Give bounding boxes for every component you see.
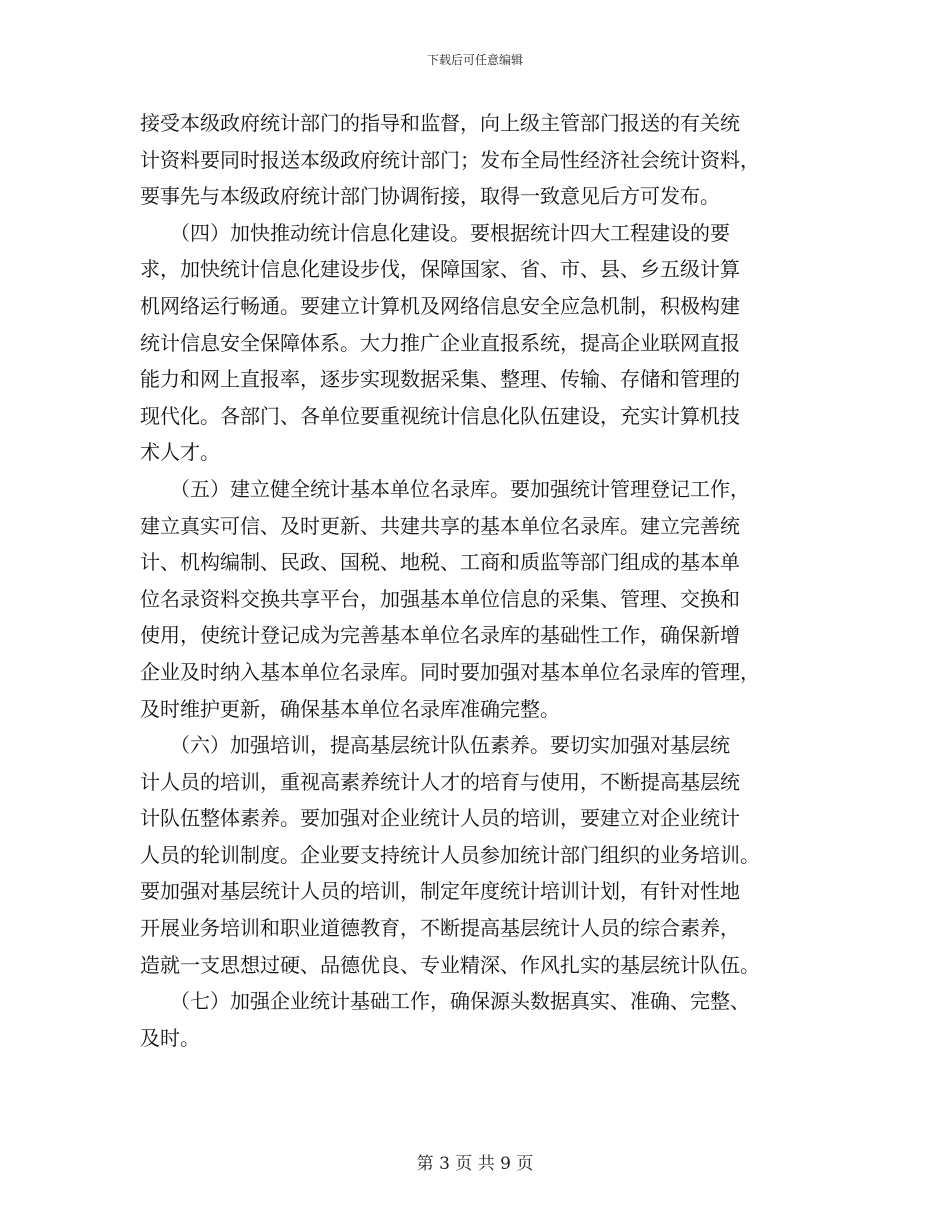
text-line: 接受本级政府统计部门的指导和监督，向上级主管部门报送的有关统 [140,111,740,135]
text-line: 造就一支思想过硬、品德优良、专业精深、作风扎实的基层统计队伍。 [140,952,760,977]
text-line: 使用，使统计登记成为完善基本单位名录库的基础性工作，确保新增 [140,623,740,648]
text-line: 及时维护更新，确保基本单位名录库准确完整。 [140,696,560,721]
section-heading-line: （六）加强培训，提高基层统计队伍素养。要切实加强对基层统 [140,733,730,758]
text-line: 企业及时纳入基本单位名录库。同时要加强对基本单位名录库的管理， [140,659,760,684]
text-line: 计、机构编制、民政、国税、地税、工商和质监等部门组成的基本单 [140,550,740,575]
text-line: 求，加快统计信息化建设步伐，保障国家、省、市、县、乡五级计算 [140,257,740,282]
section-heading-line: （五）建立健全统计基本单位名录库。要加强统计管理登记工作， [140,476,750,501]
page-header: 下载后可任意编辑 [426,53,523,67]
text-line: 开展业务培训和职业道德教育，不断提高基层统计人员的综合素养， [140,916,740,941]
text-line: 计人员的培训，重视高素养统计人才的培育与使用，不断提高基层统 [140,769,740,794]
text-line: 术人才。 [140,440,220,465]
text-line: 要事先与本级政府统计部门协调衔接，取得一致意见后方可发布。 [140,184,720,209]
text-line: 要加强对基层统计人员的培训，制定年度统计培训计划，有针对性地 [140,879,740,904]
text-line: 机网络运行畅通。要建立计算机及网络信息安全应急机制，积极构建 [140,293,740,318]
text-line: 统计信息安全保障体系。大力推广企业直报系统，提高企业联网直报 [140,330,740,355]
text-line: 能力和网上直报率，逐步实现数据采集、整理、传输、存储和管理的 [140,367,740,392]
text-line: 位名录资料交换共享平台，加强基本单位信息的采集、管理、交换和 [140,586,740,611]
page-number: 第 3 页 共 9 页 [416,1154,534,1174]
text-line: 计资料要同时报送本级政府统计部门；发布全局性经济社会统计资料， [140,147,760,172]
text-line: 建立真实可信、及时更新、共建共享的基本单位名录库。建立完善统 [140,513,740,538]
text-line: 及时。 [140,1025,200,1050]
text-line: 现代化。各部门、各单位要重视统计信息化队伍建设，充实计算机技 [140,403,740,428]
section-heading-line: （四）加快推动统计信息化建设。要根据统计四大工程建设的要 [140,220,730,245]
section-heading-line: （七）加强企业统计基础工作，确保源头数据真实、准确、完整、 [140,989,750,1014]
document-body [140,105,810,1056]
text-line: 人员的轮训制度。企业要支持统计人员参加统计部门组织的业务培训。 [140,842,760,867]
text-line: 计队伍整体素养。要加强对企业统计人员的培训，要建立对企业统计 [140,806,740,831]
